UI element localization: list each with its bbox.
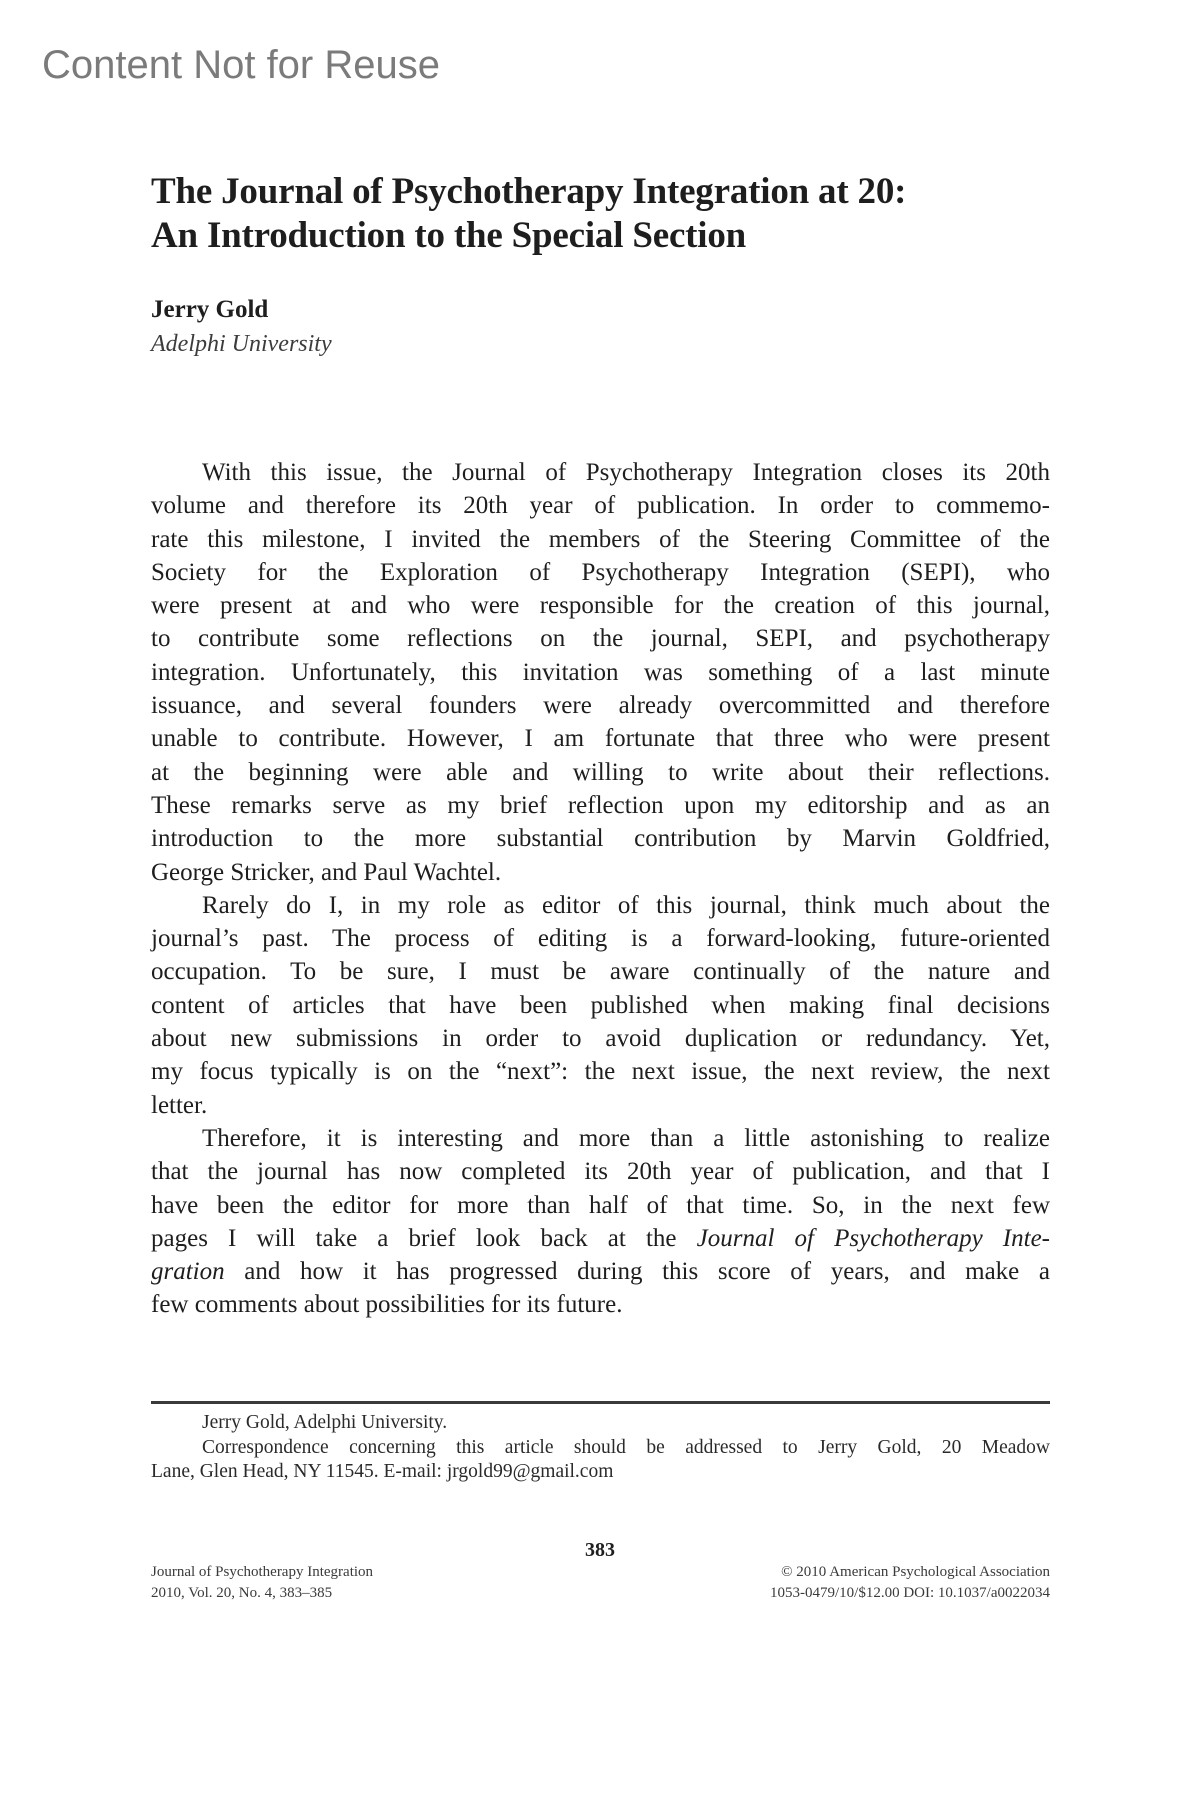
article-title: [151, 170, 1071, 258]
body-line: George Stricker, and Paul Wachtel.: [151, 858, 502, 886]
footer-copyright: © 2010 American Psychological Association: [781, 1564, 1050, 1580]
correspondence-address: Lane, Glen Head, NY 11545. E-mail: jrgold99@gmail.com: [151, 1461, 614, 1482]
author-name: Jerry Gold: [151, 296, 269, 323]
footer-volume-info: 2010, Vol. 20, No. 4, 383–385: [151, 1585, 333, 1601]
page-number-text: 383: [585, 1539, 615, 1561]
footer-doi: 1053-0479/10/$12.00 DOI: 10.1037/a0022034: [770, 1585, 1050, 1601]
title-line-1: The Journal of Psychotherapy Integration at 20:: [151, 171, 907, 212]
footnote-affiliation: Jerry Gold, Adelphi University.: [202, 1412, 448, 1433]
body-line: issuance, and several founders were already overcommitted and therefore: [151, 692, 1050, 720]
paragraph-1: [151, 456, 1050, 889]
body-line: integration. Unfortunately, this invitation was something of a last minute: [151, 658, 1050, 686]
body-line: volume and therefore its 20th year of publication. In order to commemo-: [151, 492, 1050, 520]
footnote: [151, 1411, 1050, 1485]
body-line: have been the editor for more than half of that time. So, in the next few: [151, 1191, 1050, 1219]
body-line: journal’s past. The process of editing is a forward-looking, future-oriented: [151, 925, 1050, 953]
footnote-correspondence: Correspondence concerning this article should be addressed to Jerry Gold, 20 Meadow: [202, 1436, 1050, 1458]
body-line: rate this milestone, I invited the members of the Steering Committee of the: [151, 525, 1050, 553]
body-text: pages I will take a brief look back at the: [151, 1224, 697, 1252]
body-line: were present at and who were responsible for the creation of this journal,: [151, 592, 1050, 620]
body-line: letter.: [151, 1091, 208, 1119]
journal-title-italic: Journal of Psychotherapy Inte-: [696, 1224, 1050, 1252]
page-number: [0, 1537, 1200, 1563]
journal-title-italic: gration: [151, 1258, 225, 1286]
body-line: that the journal has now completed its 20th year of publication, and that I: [151, 1158, 1050, 1186]
footnote-divider: [151, 1401, 1050, 1404]
footnote-correspondence: [151, 1460, 1050, 1485]
body-line: unable to contribute. However, I am fortunate that three who were present: [151, 725, 1050, 753]
body-line: [151, 1222, 1050, 1255]
body-line: Society for the Exploration of Psychotherapy Integration (SEPI), who: [151, 558, 1050, 586]
body-line: Rarely do I, in my role as editor of this journal, think much about the: [202, 891, 1050, 919]
watermark-text: Content Not for Reuse: [42, 43, 440, 87]
paragraph-3: [151, 1122, 1050, 1322]
paragraph-2: [151, 889, 1050, 1122]
body-line: few comments about possibilities for its future.: [151, 1291, 623, 1319]
body-line: at the beginning were able and willing to write about their reflections.: [151, 758, 1050, 786]
article-body: [151, 456, 1050, 1322]
footer-publisher-info: [770, 1562, 1050, 1604]
body-line: to contribute some reflections on the journal, SEPI, and psychotherapy: [151, 625, 1050, 653]
body-line: introduction to the more substantial contribution by Marvin Goldfried,: [151, 825, 1050, 853]
footer-journal-info: [151, 1562, 373, 1604]
body-text: and how it has progressed during this score of years, and make a: [244, 1258, 1050, 1286]
body-line: Therefore, it is interesting and more than a little astonishing to realize: [202, 1124, 1050, 1152]
body-line: With this issue, the Journal of Psychotherapy Integration closes its 20th: [202, 459, 1050, 486]
title-line-2: An Introduction to the Special Section: [151, 215, 747, 256]
body-line: These remarks serve as my brief reflection upon my editorship and as an: [151, 791, 1050, 819]
body-line: my focus typically is on the “next”: the next issue, the next review, the next: [151, 1058, 1050, 1086]
author-affiliation: Adelphi University: [151, 331, 332, 357]
body-line: occupation. To be sure, I must be aware continually of the nature and: [151, 958, 1050, 986]
body-line: about new submissions in order to avoid duplication or redundancy. Yet,: [151, 1025, 1050, 1053]
footer-journal-name: Journal of Psychotherapy Integration: [151, 1564, 374, 1580]
body-line: [151, 1255, 1050, 1288]
body-line: content of articles that have been published when making final decisions: [151, 991, 1050, 1019]
